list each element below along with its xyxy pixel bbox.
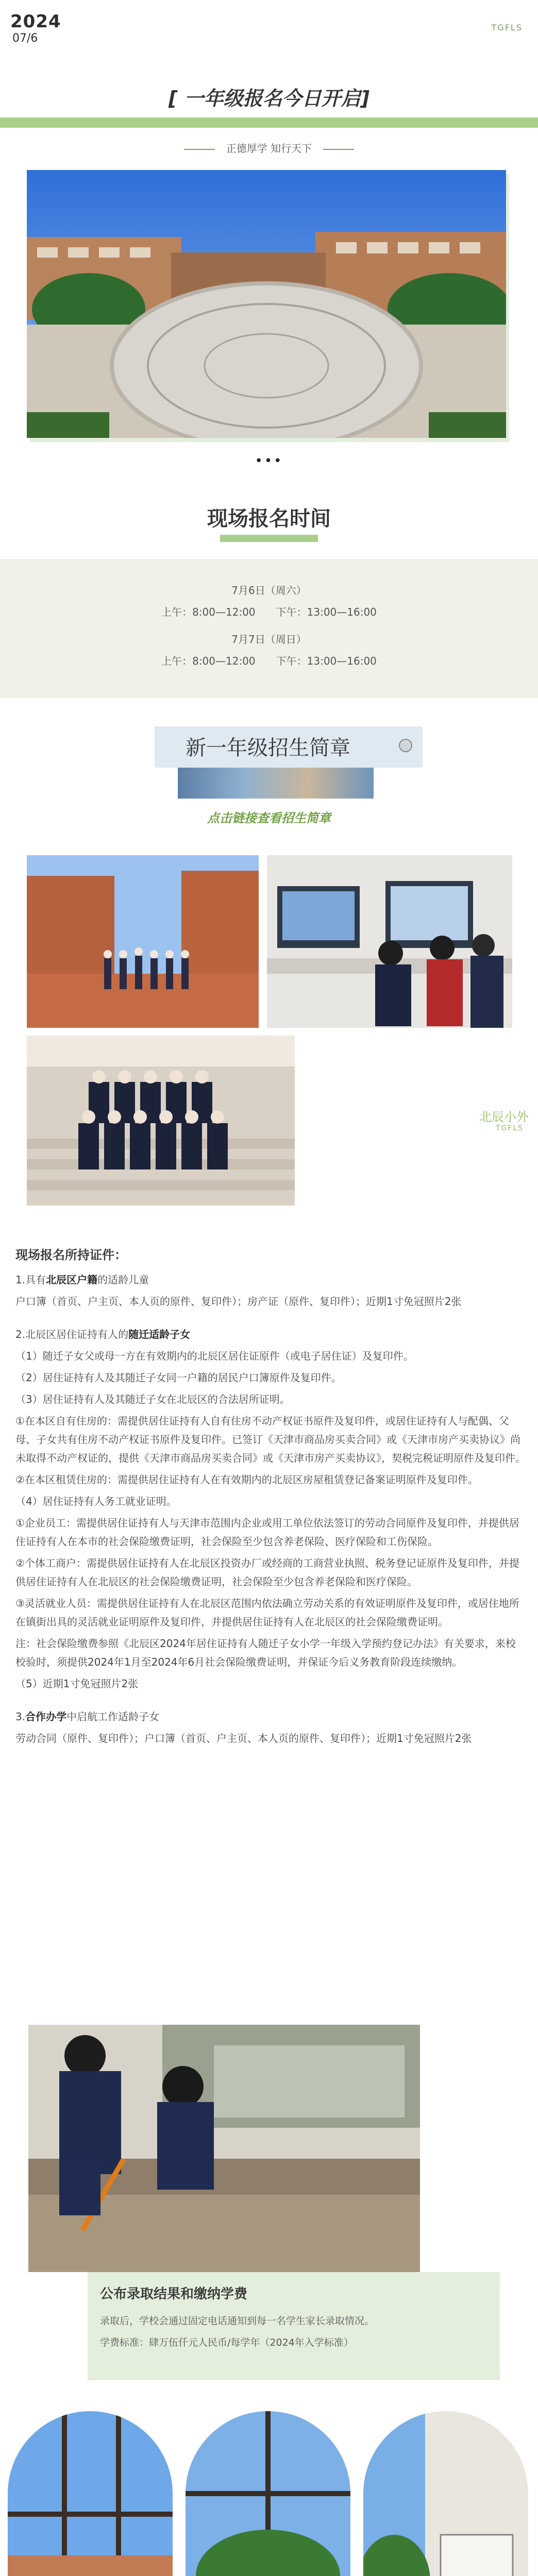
- enroll-brochure-card[interactable]: [0, 716, 538, 850]
- enroll-brochure-link[interactable]: 点击链接查看招生简章: [207, 811, 331, 825]
- separator-dots: •••: [255, 453, 283, 469]
- day2-label: 7月7日（周日）: [231, 633, 307, 646]
- day2-times: 上午：8:00—12:00 下午：13:00—16:00: [161, 655, 377, 667]
- doc-item-2-1: （1）随迁子女父或母一方在有效期内的北辰区居住证原件（或电子居住证）及复印件。: [15, 1350, 414, 1362]
- title-underline-bar: [0, 117, 538, 128]
- time-section-title: [0, 502, 538, 542]
- students-planting-photo: [28, 2025, 420, 2272]
- article-header: [0, 0, 538, 110]
- doc-item-3-detail: 劳动合同（原件、复印件）；户口簿（首页、户主页、本人页的原件、复印件）；近期1寸免冠照片2张: [15, 1732, 472, 1744]
- day1-label: 7月6日（周六）: [231, 584, 307, 597]
- time-section-title-text: 现场报名时间: [207, 507, 331, 531]
- enroll-title: 新一年级招生简章: [186, 736, 350, 760]
- doc-item-2-4a: ①企业员工：需提供居住证持有人与天津市范围内企业或用工单位依法签订的劳动合同原件及复印件，并提供居住证持有人在本市的社会保险缴费证明，社会保险至少包含养老保险、医疗保险和工伤保险。: [15, 1517, 519, 1548]
- results-and-tuition-panel: [88, 2272, 500, 2380]
- motto-right-rule: [323, 149, 354, 150]
- doc-item-2-3b: ②在本区租赁住房的：需提供居住证持有人在有效期内的北辰区房屋租赁登记备案证明原件及复印件。: [15, 1473, 478, 1486]
- header-date: 07/6: [12, 32, 38, 45]
- arch-photo-right: [363, 2411, 528, 2576]
- page-title: [ 一年级报名今日开启]: [169, 87, 369, 110]
- doc-item-3-prefix: 3.: [15, 1710, 26, 1723]
- watermark-code: TGFLS: [495, 1124, 524, 1132]
- doc-item-2-5: （5）近期1寸免冠照片2张: [15, 1677, 139, 1690]
- doc-item-2-4: （4）居住证持有人务工就业证明。: [15, 1495, 177, 1507]
- doc-item-2-title: [15, 1325, 526, 1344]
- doc-item-2-highlight: 随迁适龄子女: [128, 1328, 191, 1341]
- doc-item-2-2: （2）居住证持有人及其随迁子女同一户籍的居民户口簿原件及复印件。: [15, 1371, 342, 1384]
- doc-item-1-highlight: 北辰区户籍: [46, 1274, 98, 1286]
- students-computer-lab-photo: [267, 855, 512, 1028]
- day1-times: 上午：8:00—12:00 下午：13:00—16:00: [161, 606, 377, 618]
- gap: [15, 1696, 526, 1707]
- enroll-header: [155, 726, 423, 768]
- publish-title: 公布录取结果和缴纳学费: [100, 2286, 248, 2302]
- watermark-name: 北辰小外: [479, 1110, 529, 1124]
- motto-text: 正德厚学 知行天下: [226, 142, 312, 155]
- time-panel: [0, 559, 538, 698]
- arch-photo-left: [8, 2411, 173, 2576]
- doc-item-2-3a: ①在本区自有住房的：需提供居住证持有人自有住房不动产权证书原件及复印件，或居住证持有人与配偶、父母、子女共有住房不动产权证书原件及复印件。已签订《天津市商品房买卖合同》或《天津市房产买卖协议》尚未取得不动产权证的，提供《天津市商品房买卖合同》或《天津市房产买卖协议》，契税完税证明原件及复印件。: [15, 1415, 526, 1464]
- students-group-stairs-photo: [27, 1036, 295, 1206]
- brochure-banner-image: [178, 768, 374, 799]
- header-tag: TGFLS: [491, 23, 523, 32]
- publish-line-2: 学费标准：肆万伍仟元人民币/每学年（2024年入学标准）: [100, 2337, 354, 2348]
- doc-item-1-suffix: 的适龄儿童: [97, 1274, 149, 1286]
- gap: [15, 1314, 526, 1325]
- documents-heading: 现场报名所持证件：: [15, 1248, 127, 1262]
- motto: [0, 140, 538, 155]
- logo-icon: [399, 739, 412, 752]
- doc-item-1-prefix: 1.具有: [15, 1274, 46, 1286]
- publish-line-1: 录取后，学校会通过固定电话通知到每一名学生家长录取情况。: [100, 2315, 375, 2327]
- students-courtyard-photo: [27, 855, 259, 1028]
- doc-item-3-highlight: 合作办学: [25, 1710, 67, 1723]
- doc-item-3-title: [15, 1707, 526, 1726]
- arch-photo-middle: [186, 2411, 350, 2576]
- doc-item-2-4c: ③灵活就业人员：需提供居住证持有人在北辰区范围内依法确立劳动关系的有效证明原件及复印件，或居住地所在镇街出具的灵活就业证明原件及复印件，并提供居住证持有人在北辰区的社会保险缴费证明。: [15, 1597, 519, 1628]
- doc-item-2-prefix: 2.北辰区居住证持有人的: [15, 1328, 129, 1341]
- header-year: 2024: [10, 11, 61, 32]
- motto-left-rule: [184, 149, 215, 150]
- campus-plaza-photo: [27, 170, 506, 438]
- doc-item-1-detail: 户口簿（首页、户主页、本人页的原件、复印件）；房产证（原件、复印件）；近期1寸免冠照片2张: [15, 1295, 462, 1308]
- doc-item-2-3: （3）居住证持有人及其随迁子女在北辰区的合法居所证明。: [15, 1393, 290, 1405]
- required-documents-section: [15, 1236, 526, 1751]
- doc-item-2-4d: 注：社会保险缴费参照《北辰区2024年居住证持有人随迁子女小学一年级入学预约登记办法》有关要求，来校校验时，须提供2024年1月至2024年6月社会保险缴费证明，并保证今后义务教育阶段连续缴纳。: [15, 1637, 516, 1668]
- doc-item-1-title: [15, 1270, 526, 1289]
- time-title-underline: [220, 535, 318, 542]
- doc-item-3-suffix: 中启航工作适龄子女: [66, 1710, 160, 1723]
- doc-item-2-4b: ②个体工商户：需提供居住证持有人在北辰区投资办厂或经商的工商营业执照、税务登记证原件及复印件，并提供居住证持有人在北辰区的社会保险缴费证明，社会保险至少包含养老保险和医疗保险。: [15, 1557, 519, 1588]
